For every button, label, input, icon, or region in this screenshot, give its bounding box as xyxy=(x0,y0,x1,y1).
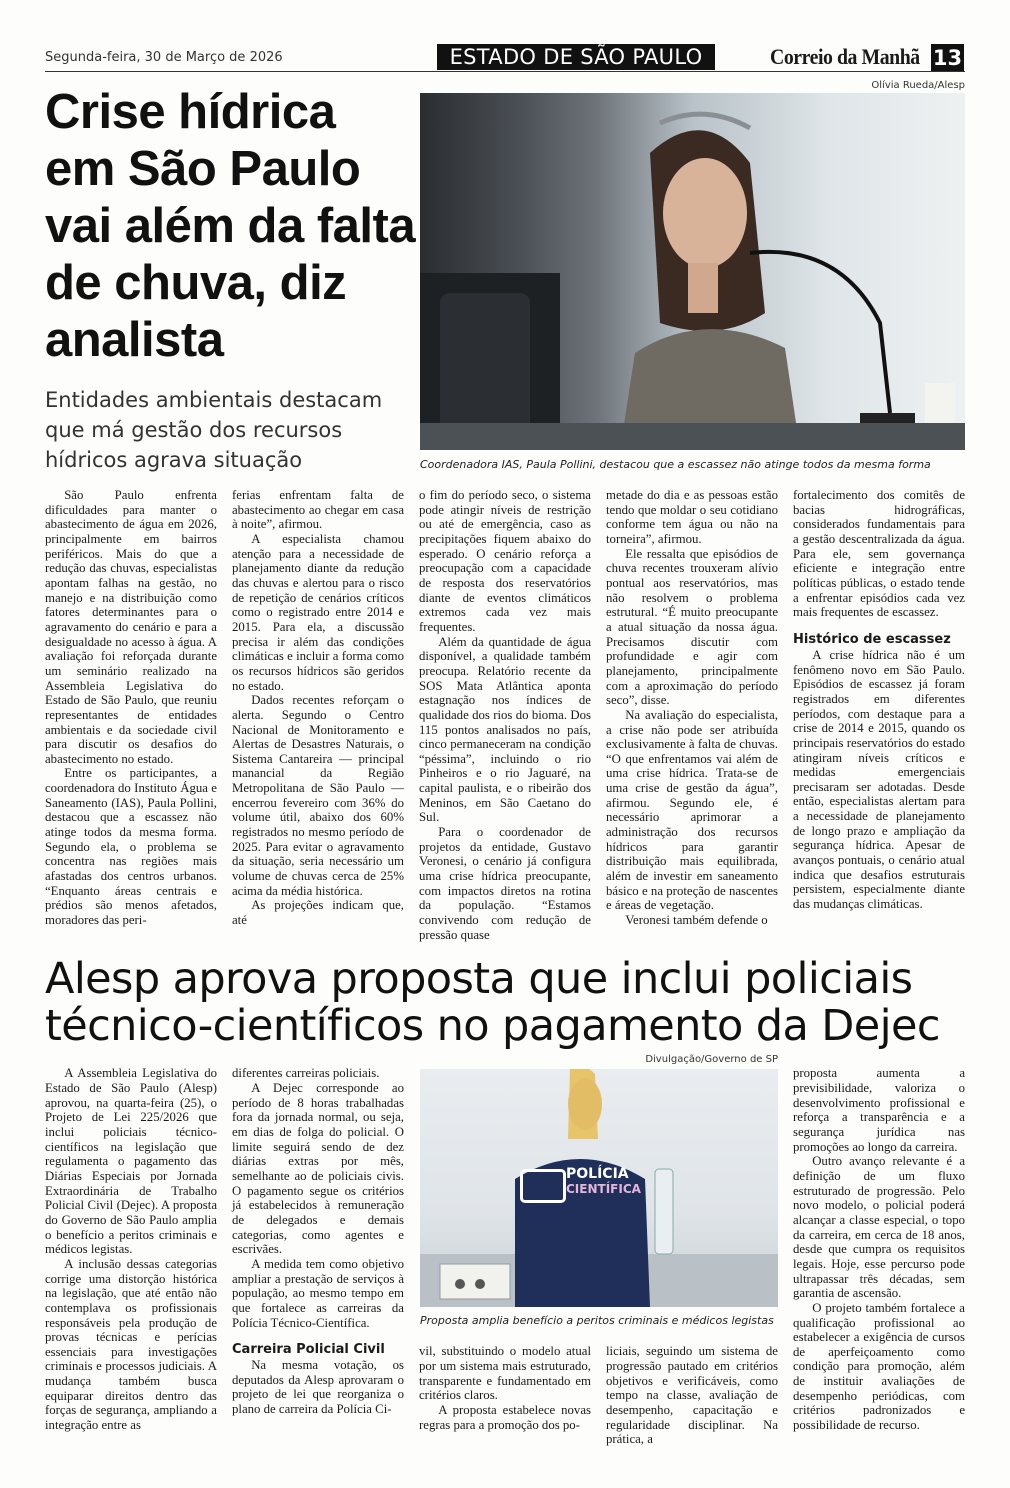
section-subheading: Carreira Policial Civil xyxy=(232,1342,385,1358)
body-paragraph: A Assembleia Legislativa do Estado de São Paulo (Alesp) aprovou, na quarta-feira (25), o Projeto de Lei 225/2026 que inclui policiais técnico-científicos na legislação que regulamenta o pagamento das Diárias Especiais por Jornada Extraordinária de Trabalho Policial Civil (Dejec). A proposta do Governo de São Paulo amplia o benefício a peritos criminais e médicos legistas. xyxy=(45,1066,217,1257)
article2-body xyxy=(45,1056,965,1448)
article1-body xyxy=(45,488,965,942)
body-paragraph: A Dejec corresponde ao período de 8 horas trabalhadas fora da jornada normal, ou seja, em dias de folga do policial. O limite seguirá sendo de dez diárias extras por mês, semelhante ao de policiais civis. O pagamento segue os critérios já estabelecidos à remuneração de delegados e demais categorias, como agentes e escrivães. xyxy=(232,1081,404,1257)
body-paragraph: Além da quantidade de água disponível, a qualidade também preocupa. Relatório recente da SOS Mata Atlântica aponta estagnação nos índices de qualidade dos rios do bioma. Dos 115 pontos analisados no país, cinco permaneceram na condição “péssima”, incluindo o rio Pinheiros e o rio Jaguaré, na capital paulista, e o ribeirão dos Meninos, em São Caetano do Sul. xyxy=(419,634,591,825)
article2-column-2 xyxy=(232,1066,404,1416)
body-paragraph: vil, substituindo o modelo atual por um sistema mais estruturado, transparente e fundamentado em critérios claros. xyxy=(419,1344,591,1403)
body-paragraph: As projeções indicam que, até xyxy=(232,898,404,928)
article2-column-5 xyxy=(793,1066,965,1432)
article1-column-2 xyxy=(232,488,404,928)
body-paragraph: A crise hídrica não é um fenômeno novo em São Paulo. Episódios de escassez já foram registrados em diferentes períodos, com destaque para a crise de 2014 e 2015, quando os principais reservatórios do estado atingiram níveis críticos e medidas emergenciais precisaram ser adotadas. Desde então, especialistas alertam para a necessidade de planejamento de longo prazo e ampliação da segurança hídrica. Apesar de avanços pontuais, o cenário atual indica que desafios estruturais persistem, especialmente diante das mudanças climáticas. xyxy=(793,647,965,912)
article1-subheadline: Entidades ambientais destacam que má gestão dos recursos hídricos agrava situação xyxy=(45,388,383,472)
uniform-text: POLÍCIA CIENTÍFICA xyxy=(566,1166,641,1197)
body-paragraph: Entre os participantes, a coordenadora do Instituto Água e Saneamento (IAS), Paula Pollini, destacou que a escassez não atinge todos da mesma forma. Segundo ela, o problema se concentra nas regiões mais afastadas dos centros urbanos. “Enquanto áreas centrais e prédios são menos afetados, moradores das peri- xyxy=(45,766,217,928)
article2-column-4 xyxy=(606,1344,778,1447)
article2-headline: Alesp aprova proposta que inclui policiais técnico-científicos no pagamento da Dejec xyxy=(45,954,940,1052)
article1-column-4 xyxy=(606,488,778,928)
article2-photo-caption: Proposta amplia benefício a peritos criminais e médicos legistas xyxy=(420,1314,774,1328)
speaker-photo-illustration xyxy=(420,93,965,450)
body-paragraph: O projeto também fortalece a qualificação profissional ao estabelecer a exigência de cursos de aperfeiçoamento como condição para promoção, além de instituir avaliações de desempenho periódicas, com critérios padronizados e possibilidade de recurso. xyxy=(793,1300,965,1433)
article1-photo xyxy=(420,93,965,450)
body-paragraph: A inclusão dessas categorias corrige uma distorção histórica na legislação, que até então não contemplava os profissionais responsáveis pela produção de provas técnicas e perícias essenciais para investigações criminais e processos judiciais. A mudança também busca equiparar direitos dentro das forças de segurança, ampliando a integração entre as xyxy=(45,1256,217,1433)
body-paragraph: A medida tem como objetivo ampliar a prestação de serviços à população, ao mesmo tempo em que fortalece as carreiras da Polícia Técnico-Científica. xyxy=(232,1256,404,1330)
body-paragraph: metade do dia e as pessoas estão tendo que moldar o seu cotidiano conforme tem água ou não na torneira”, afirmou. xyxy=(606,488,778,546)
article1-column-1 xyxy=(45,488,217,928)
body-paragraph: Dados recentes reforçam o alerta. Segundo o Centro Nacional de Monitoramento e Alertas de Desastres Naturais, o Sistema Cantareira — principal manancial da Região Metropolitana de São Paulo — encerrou fevereiro com 36% do volume útil, abaixo dos 60% registrados no mesmo período de 2025. Para evitar o agravamento da situação, seria necessário um volume de chuvas cerca de 25% acima da média histórica. xyxy=(232,693,404,898)
body-paragraph: Ele ressalta que episódios de chuva recentes trouxeram alívio pontual aos reservatórios, mas não resolvem o problema estrutural. “É muito preocupante a atual situação da nossa água. Precisamos discutir com profundidade e agir com planejamento, principalmente com a aproximação do período seco”, disse. xyxy=(606,546,778,708)
newspaper-logo: Correio da Manhã xyxy=(770,44,920,69)
body-paragraph: Na mesma votação, os deputados da Alesp aprovaram o projeto de lei que reorganiza o plano de carreira da Polícia Ci- xyxy=(232,1358,404,1417)
body-paragraph: Para o coordenador de projetos da entidade, Gustavo Veronesi, o cenário já configura uma crise hídrica preocupante, com impactos diretos na rotina da população. “Estamos convivendo com redução de pressão quase xyxy=(419,825,591,942)
body-paragraph: A proposta estabelece novas regras para a promoção dos po- xyxy=(419,1402,591,1432)
body-paragraph: diferentes carreiras policiais. xyxy=(232,1066,380,1081)
article1-photo-credit: Olívia Rueda/Alesp xyxy=(871,80,965,91)
body-paragraph: Na avaliação do especialista, a crise não pode ser atribuída exclusivamente à falta de chuvas. “O que enfrentamos vai além de uma crise hídrica. Trata-se de uma crise de gestão da água”, afirmou. Segundo ele, é necessário aprimorar a administração dos recursos hídricos para garantir distribuição mais equilibrada, além de investir em saneamento básico e na proteção de nascentes e áreas de vegetação. xyxy=(606,707,778,913)
body-paragraph: proposta aumenta a previsibilidade, valoriza o desenvolvimento profissional e reforça a transparência e a segurança jurídica nas promoções ao longo da carreira. xyxy=(793,1066,965,1154)
issue-date: Segunda-feira, 30 de Março de 2026 xyxy=(45,50,283,65)
body-paragraph: A especialista chamou atenção para a necessidade de planejamento diante da redução das chuvas e alertou para o risco de repetição de cenários críticos como o registrado entre 2014 e 2015. Para ela, a discussão precisa ir além das condições climáticas e incluir a forma como os recursos hídricos são geridos no estado. xyxy=(232,531,404,693)
article2-photo-credit: Divulgação/Governo de SP xyxy=(645,1054,778,1066)
article2-column-3 xyxy=(419,1344,591,1432)
article1-column-3 xyxy=(419,488,591,942)
police-badge-icon xyxy=(520,1169,566,1203)
article2-column-1 xyxy=(45,1066,217,1432)
article1-heading-block xyxy=(45,84,417,475)
header-divider xyxy=(45,71,965,72)
article1-headline: Crise hídrica em São Paulo vai além da falta de chuva, diz analista xyxy=(45,85,416,367)
section-subheading: Histórico de escassez xyxy=(793,631,951,647)
body-paragraph: o fim do período seco, o sistema pode atingir níveis de restrição ou até de emergência, caso as precipitações fiquem abaixo do esperado. O cenário reforça a preocupação com a capacidade de resposta dos reservatórios diante de eventos climáticos extremos cada vez mais frequentes. xyxy=(419,488,591,634)
page-number: 13 xyxy=(932,46,963,70)
article1-column-5 xyxy=(793,488,965,912)
body-paragraph: fortalecimento dos comitês de bacias hidrográficas, considerados fundamentais para a gestão descentralizada da água. Para ele, sem governança eficiente e integração entre políticas públicas, o estado tende a enfrentar episódios cada vez mais frequentes de escassez. xyxy=(793,488,965,620)
article2-photo xyxy=(420,1069,778,1307)
body-paragraph: Outro avanço relevante é a definição de um fluxo estruturado de progressão. Pelo novo modelo, o policial poderá alcançar a classe especial, o topo da carreira, em cerca de 18 anos, desde que cumpra os requisitos legais. Hoje, esse percurso pode ultrapassar três décadas, sem garantia de ascensão. xyxy=(793,1154,965,1301)
body-paragraph: ferias enfrentam falta de abastecimento ao chegar em casa à noite”, afirmou. xyxy=(232,488,404,532)
body-paragraph: São Paulo enfrenta dificuldades para manter o abastecimento de água em 2026, principalmente em bairros periféricos. Mais do que a redução das chuvas, especialistas apontam falhas na gestão, no manejo e na distribuição como fatores determinantes para o agravamento do cenário e para a desigualdade no acesso à água. A avaliação foi reforçada durante um seminário realizado na Assembleia Legislativa do Estado de São Paulo, que reuniu representantes de entidades ambientais e da sociedade civil para discutir os desafios do abastecimento no estado. xyxy=(45,488,217,766)
body-paragraph: liciais, seguindo um sistema de progressão pautado em critérios objetivos e verificáveis, como tempo na classe, avaliação de desempenho, capacitação e regularidade disciplinar. Na prática, a xyxy=(606,1344,778,1447)
section-label: ESTADO DE SÃO PAULO xyxy=(437,44,715,70)
article1-photo-caption: Coordenadora IAS, Paula Pollini, destacou que a escassez não atinge todos da mesma forma xyxy=(420,458,931,471)
body-paragraph: Veronesi também defende o xyxy=(625,913,768,928)
